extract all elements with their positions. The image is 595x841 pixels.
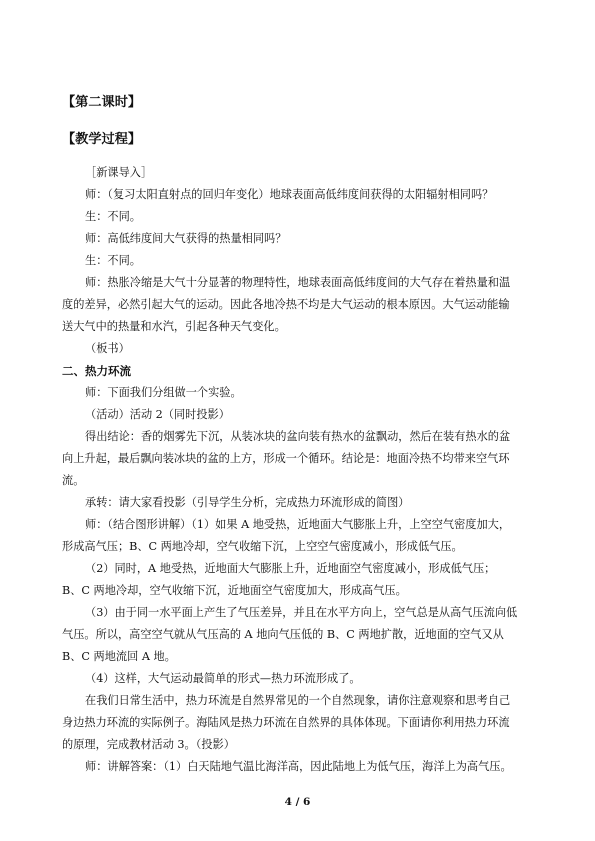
page-number: 4 / 6 [284,796,311,808]
text-line: B、C 两地冷却，空气收缩下沉，近地面空气密度加大，形成高气压。 [62,584,407,597]
text-line: （活动）活动 2（同时投影） [85,408,230,421]
text-line: 生：不同。 [85,254,141,267]
text-line: 在我们日常生活中，热力环流是自然界常见的一个自然现象，请你注意观察和思考自己 [85,694,511,707]
text-line: 师：高低纬度间大气获得的热量相同吗？ [85,232,287,245]
text-line: （2）同时，A 地受热，近地面大气膨胀上升，近地面空气密度减小，形成低气压； [85,562,496,575]
text-line: B、C 两地流回 A 地。 [62,650,176,663]
text-line: 流。 [62,474,85,487]
text-line: ［新课导入］ [85,166,153,179]
text-line: 师：热胀冷缩是大气十分显著的物理特性，地球表面高低纬度间的大气存在着热量和温 [85,276,511,289]
text-line: 师：（结合图形讲解）（1）如果 A 地受热，近地面大气膨胀上升，上空空气密度加大， [85,518,511,531]
text-line: （板书） [85,342,130,355]
text-line: （4）这样，大气运动最简单的形式—热力环流形成了。 [85,672,361,685]
text-line: （3）由于同一水平面上产生了气压差异，并且在水平方向上，空气总是从高气压流向低 [85,606,518,619]
subsection-title: 二、热力环流 [62,364,131,378]
text-line: 师：（复习太阳直射点的回归年变化）地球表面高低纬度间获得的太阳辐射相同吗？ [85,188,494,201]
text-line: 承转：请大家看投影（引导学生分析，完成热力环流形成的简图） [85,496,410,509]
text-line: 身边热力环流的实际例子。海陆风是热力环流在自然界的具体体现。下面请你利用热力环流 [62,716,510,729]
text-line: 度的差异，必然引起大气的运动。因此各地冷热不均是大气运动的根本原因。大气运动能输 [62,298,510,311]
text-line: 形成高气压；B、C 两地冷却，空气收缩下沉，上空空气密度减小，形成低气压。 [62,540,463,553]
text-line: 向上升起，最后飘向装冰块的盆的上方，形成一个循环。结论是：地面冷热不均带来空气环 [62,452,510,465]
section-title: 【第二课时】 [62,95,142,110]
text-line: 生：不同。 [85,210,141,223]
text-line: 得出结论：香的烟雾先下沉，从装冰块的盆向装有热水的盆飘动，然后在装有热水的盆 [85,430,511,443]
text-line: 师：下面我们分组做一个实验。 [85,386,242,399]
text-line: 气压。所以，高空空气就从气压高的 A 地向气压低的 B、C 两地扩散，近地面的空气又从 [62,628,504,641]
text-line: 送大气中的热量和水汽，引起各种天气变化。 [62,320,286,333]
text-line: 师：讲解答案：（1）白天陆地气温比海洋高，因此陆地上为低气压，海洋上为高气压。 [85,760,512,773]
text-line: 的原理，完成教材活动 3。（投影） [62,738,235,751]
process-title: 【教学过程】 [62,132,142,147]
